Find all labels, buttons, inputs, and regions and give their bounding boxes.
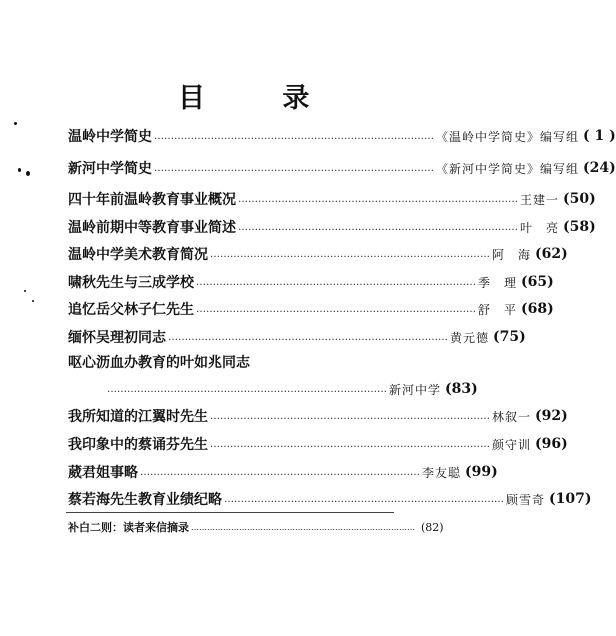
scan-speck xyxy=(26,171,30,176)
toc-leader: ………………………………………………………………………… xyxy=(154,162,434,174)
toc-leader: ………………………………………………………………………… xyxy=(224,493,504,505)
toc-entry-page: (83) xyxy=(445,381,478,397)
toc-entry-title: 新河中学简史 xyxy=(68,161,152,177)
toc-supplement-title: 补白二则：读者来信摘录 xyxy=(68,521,189,534)
toc-entry-title: 温岭中学简史 xyxy=(68,129,152,145)
toc-entry-title: 追忆岳父林子仁先生 xyxy=(68,302,194,318)
toc-entry-page: (62) xyxy=(535,246,568,262)
toc-entry xyxy=(68,488,592,510)
toc-entry xyxy=(68,326,526,348)
toc-entry-page: (96) xyxy=(535,436,568,452)
toc-leader: ………………………………………………………………………… xyxy=(196,276,476,288)
toc-entry xyxy=(68,271,554,293)
toc-entry-page: (58) xyxy=(563,219,596,235)
toc-leader: ………………………………………………………………………… xyxy=(196,303,476,315)
toc-leader: ………………………………………………………………………… xyxy=(238,193,518,205)
toc-leader: ………………………………………………………………………… xyxy=(107,383,387,395)
scan-speck xyxy=(18,168,21,172)
toc-entry-author: 颜守训 xyxy=(492,437,532,452)
toc-supplement xyxy=(68,516,444,538)
toc-entry-author: 阿 海 xyxy=(492,247,532,262)
toc-entry-author: 黄元德 xyxy=(450,330,490,345)
scan-speck xyxy=(24,290,26,292)
scan-speck xyxy=(14,122,17,125)
toc-entry-author: 王建一 xyxy=(520,192,560,207)
toc-leader: ………………………………………………………………………… xyxy=(210,438,490,450)
toc-entry-page: (50) xyxy=(563,191,596,207)
toc-entry-page: (75) xyxy=(493,329,526,345)
toc-entry-title: 我印象中的蔡诵芬先生 xyxy=(68,437,208,453)
toc-leader: ………………………………………………………………………… xyxy=(191,522,415,532)
toc-entry-page: (65) xyxy=(521,274,554,290)
toc-entry-author: 新河中学 xyxy=(389,382,442,397)
toc-entry-author: 李友聪 xyxy=(422,465,462,480)
scan-speck xyxy=(32,300,34,302)
toc-entry-page: (107) xyxy=(549,491,592,507)
toc-entry-author: 舒 平 xyxy=(478,302,518,317)
toc-entry xyxy=(68,433,568,455)
toc-entry-title: 四十年前温岭教育事业概况 xyxy=(68,192,236,208)
toc-entry-title: 葳君姐事略 xyxy=(68,465,138,481)
toc-entry xyxy=(68,405,568,427)
toc-entry xyxy=(68,157,616,179)
toc-entry-author: 《新河中学简史》编写组 xyxy=(436,161,580,176)
toc-entry-page: (99) xyxy=(465,464,498,480)
toc-entry xyxy=(68,243,568,265)
toc-leader: ………………………………………………………………………… xyxy=(238,221,518,233)
toc-entry-author: 叶 亮 xyxy=(520,220,560,235)
toc-entry-title: 缅怀吴理初同志 xyxy=(68,330,166,346)
toc-leader: ………………………………………………………………………… xyxy=(140,466,420,478)
toc-entry xyxy=(68,216,596,238)
toc-entry-author: 顾雪奇 xyxy=(506,492,546,507)
toc-entry-title: 温岭前期中等教育事业简述 xyxy=(68,220,236,236)
toc-entry xyxy=(68,461,498,483)
toc-leader: ………………………………………………………………………… xyxy=(168,331,448,343)
toc-entry xyxy=(68,188,596,210)
toc-entry-title: 蔡若海先生教育业绩纪略 xyxy=(68,492,222,508)
toc-leader: ………………………………………………………………………… xyxy=(210,248,490,260)
toc-leader: ………………………………………………………………………… xyxy=(210,410,490,422)
toc-entry-title: 呕心沥血办教育的叶如兆同志 xyxy=(68,355,250,371)
toc-entry-title: 温岭中学美术教育简况 xyxy=(68,247,208,263)
toc-entry-title: 啸秋先生与三成学校 xyxy=(68,275,194,291)
toc-entry-author: 《温岭中学简史》编写组 xyxy=(436,129,580,144)
toc-entry-title: 我所知道的江翼时先生 xyxy=(68,409,208,425)
toc-entry xyxy=(68,298,554,320)
divider xyxy=(66,512,394,513)
toc-entry-author: 季 理 xyxy=(478,275,518,290)
toc-entry-page: (68) xyxy=(521,301,554,317)
toc-leader: ………………………………………………………………………… xyxy=(154,130,434,142)
toc-entry-author: 林叙一 xyxy=(492,409,532,424)
toc-entry-page: (92) xyxy=(535,408,568,424)
toc-supplement-page: (82) xyxy=(421,520,444,534)
toc-entry-page: (24) xyxy=(583,160,616,176)
toc-entry xyxy=(68,125,616,147)
page-title: 目 录 xyxy=(178,83,344,114)
toc-entry-page: ( 1 ) xyxy=(583,128,616,144)
toc-entry xyxy=(105,378,478,400)
